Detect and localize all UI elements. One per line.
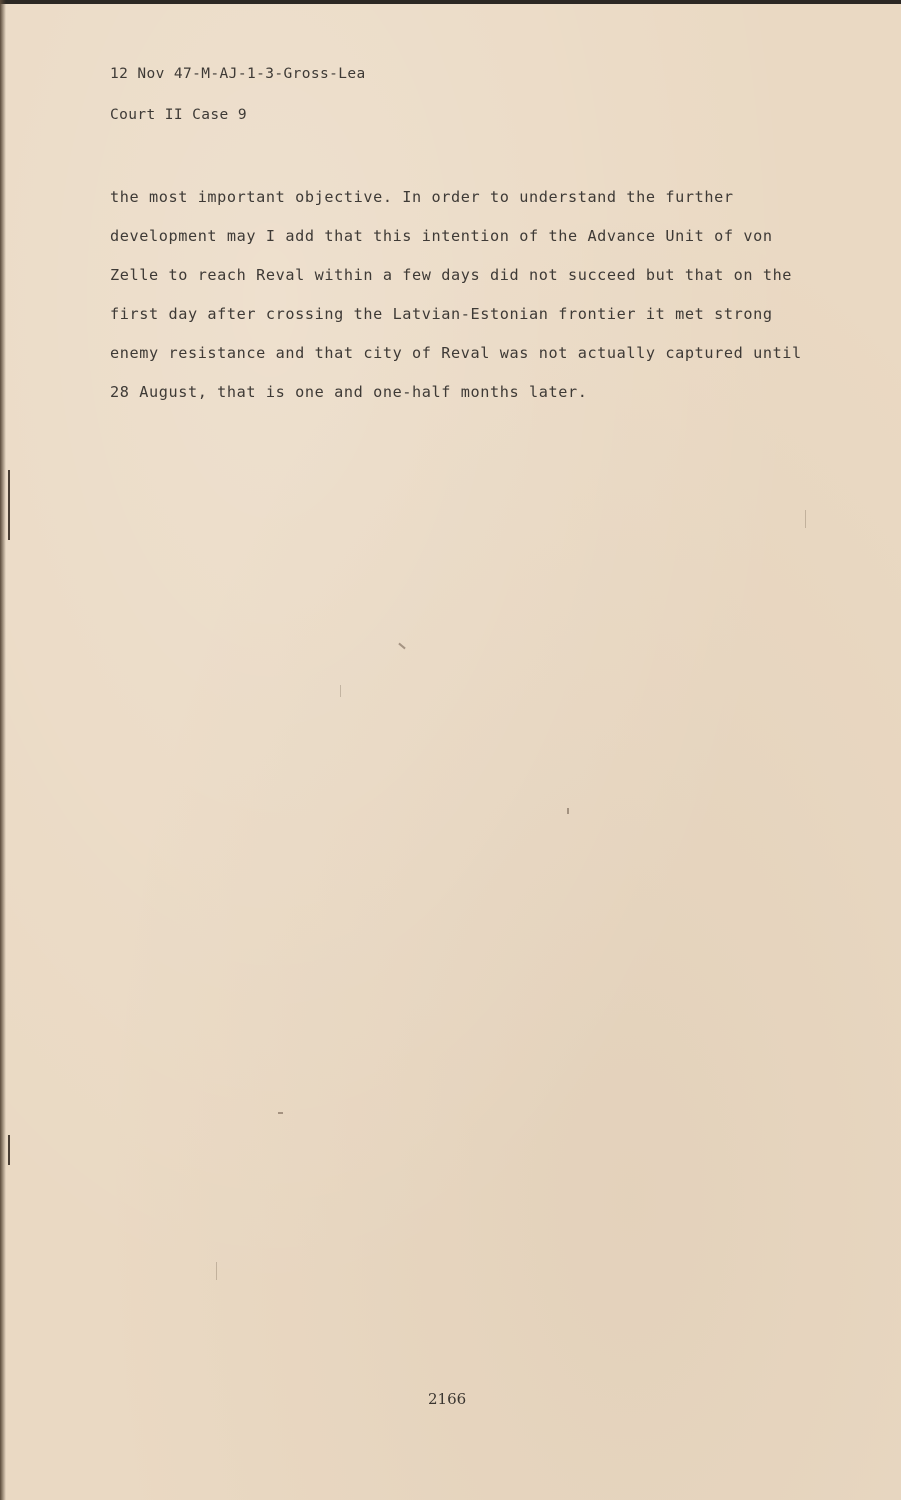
body-line: Zelle to reach Reval within a few days did not succeed but that on the bbox=[110, 266, 793, 284]
body-line: 28 August, that is one and one-half months later. bbox=[110, 383, 588, 401]
page-number: 2166 bbox=[428, 1390, 467, 1408]
page-top-edge bbox=[0, 0, 901, 4]
court-case-line: Court II Case 9 bbox=[110, 107, 247, 123]
binding-mark bbox=[8, 1135, 10, 1165]
body-paragraph bbox=[110, 178, 810, 412]
document-reference-line: 12 Nov 47-M-AJ-1-3-Gross-Lea bbox=[110, 66, 366, 82]
body-line: enemy resistance and that city of Reval was not actually captured until bbox=[110, 344, 802, 362]
body-line: the most important objective. In order to understand the further bbox=[110, 188, 734, 206]
paper-speck bbox=[278, 1112, 283, 1114]
paper-speck bbox=[567, 808, 569, 814]
page-left-edge bbox=[0, 0, 6, 1500]
paper-speck bbox=[216, 1262, 217, 1280]
paper-speck bbox=[805, 510, 806, 528]
binding-mark bbox=[8, 470, 10, 540]
body-line: first day after crossing the Latvian-Estonian frontier it met strong bbox=[110, 305, 773, 323]
paper-speck bbox=[398, 643, 405, 650]
paper-speck bbox=[340, 685, 341, 697]
body-line: development may I add that this intention of the Advance Unit of von bbox=[110, 227, 773, 245]
